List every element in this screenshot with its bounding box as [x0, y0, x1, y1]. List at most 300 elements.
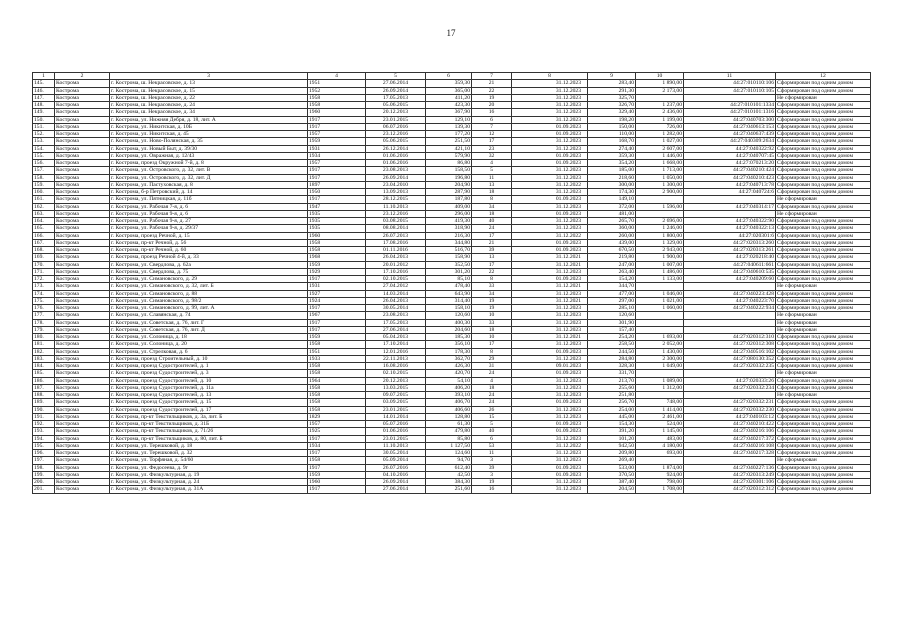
cell-floor-area: 296,00: [426, 210, 472, 217]
cell-city: Кострома: [55, 457, 110, 464]
cell-floor-area: 344,80: [426, 239, 472, 246]
cell-cadastral-number: 44:27:020313:249: [684, 471, 776, 478]
table-row: [33, 283, 871, 290]
cell-address: г. Кострома, ул. Никитская, д. 45: [110, 131, 308, 138]
cell-residents-count: 33: [472, 319, 512, 326]
cell-extra-area: 329,40: [588, 109, 636, 116]
cell-land-area: 2 173,00: [636, 87, 684, 94]
cell-city: Кострома: [55, 406, 110, 413]
cell-build-year: 1952: [308, 87, 366, 94]
cell-build-year: 1960: [308, 109, 366, 116]
cell-floor-area: 409,00: [426, 203, 472, 210]
cell-extra-area: 291,30: [588, 87, 636, 94]
cell-deadline-date: 31.12.2023: [512, 174, 588, 181]
cell-deadline-date: 31.12.2023: [512, 203, 588, 210]
cell-cadastral-number: 44:27:040227:136: [684, 464, 776, 471]
cell-city: Кострома: [55, 464, 110, 471]
cell-address: г. Кострома, ул. Физкультурная, д. 24: [110, 479, 308, 486]
cell-deadline-date: 31.12.2023: [512, 341, 588, 348]
cell-land-status: Сформирован под одним домом: [776, 297, 871, 304]
column-header-11: 11: [684, 73, 776, 80]
cell-extra-area: 284,80: [588, 355, 636, 362]
cell-land-status: Не сформирован: [776, 370, 871, 377]
cell-deadline-date: 01.09.2023: [512, 131, 588, 138]
cell-build-year: 1935: [308, 210, 366, 217]
cell-address: г. Кострома, проезд Судостроителей, д. 3: [110, 370, 308, 377]
table-row: [33, 152, 871, 159]
cell-row-number: 146.: [33, 87, 55, 94]
cell-city: Кострома: [55, 196, 110, 203]
cell-cadastral-number: 44:27:040713:78: [684, 181, 776, 188]
cell-residents-count: 16: [472, 109, 512, 116]
cell-cadastral-number: 44:27:020312:312: [684, 486, 776, 493]
cell-address: г. Кострома, пр-кт Речной, д. 56: [110, 239, 308, 246]
cell-decision-date: 13.09.2013: [366, 189, 426, 196]
cell-residents-count: 21: [472, 80, 512, 87]
cell-land-area: 1 021,00: [636, 297, 684, 304]
cell-row-number: 180.: [33, 334, 55, 341]
cell-deadline-date: 09.01.2023: [512, 363, 588, 370]
cell-city: Кострома: [55, 232, 110, 239]
column-header-6: 6: [426, 73, 472, 80]
cell-residents-count: 4: [472, 377, 512, 384]
cell-land-area: 1 414,00: [636, 406, 684, 413]
column-header-3: 3: [110, 73, 308, 80]
cell-city: Кострома: [55, 116, 110, 123]
cell-land-area: 1 329,00: [636, 239, 684, 246]
cell-floor-area: 393,10: [426, 392, 472, 399]
cell-residents-count: 39: [472, 464, 512, 471]
cell-city: Кострома: [55, 334, 110, 341]
cell-extra-area: 354,20: [588, 160, 636, 167]
table-row: [33, 160, 871, 167]
cell-floor-area: 406,20: [426, 384, 472, 391]
cell-city: Кострома: [55, 355, 110, 362]
cell-floor-area: 185,30: [426, 334, 472, 341]
cell-residents-count: 19: [472, 479, 512, 486]
cell-land-status: Сформирован под одним домом: [776, 450, 871, 457]
cell-cadastral-number: 44:27:040210:422: [684, 421, 776, 428]
cell-extra-area: 168,70: [588, 138, 636, 145]
cell-row-number: 165.: [33, 225, 55, 232]
cell-build-year: 1917: [308, 196, 366, 203]
cell-row-number: 194.: [33, 435, 55, 442]
cell-floor-area: 406,70: [426, 399, 472, 406]
cell-build-year: 1958: [308, 247, 366, 254]
table-row: [33, 167, 871, 174]
cell-row-number: 182.: [33, 348, 55, 355]
cell-city: Кострома: [55, 261, 110, 268]
cell-deadline-date: 01.09.2023: [512, 276, 588, 283]
cell-address: г. Кострома, б-р Петровский, д. 14: [110, 189, 308, 196]
cell-extra-area: 150,00: [588, 123, 636, 130]
cell-extra-area: 670,50: [588, 247, 636, 254]
cell-floor-area: 178,30: [426, 348, 472, 355]
cell-decision-date: 23.08.2013: [366, 312, 426, 319]
cell-cadastral-number: 44:27:040309:2634: [684, 138, 776, 145]
cell-deadline-date: 31.12.2023: [512, 145, 588, 152]
cell-city: Кострома: [55, 102, 110, 109]
cell-floor-area: 478,40: [426, 283, 472, 290]
cell-address: г. Кострома, проезд Окружной 7-й, д. 8: [110, 160, 308, 167]
cell-land-area: 1 007,00: [636, 261, 684, 268]
column-header-8: 8: [512, 73, 588, 80]
cell-decision-date: 08.08.2014: [366, 225, 426, 232]
cell-build-year: 1968: [308, 254, 366, 261]
cell-residents-count: 40: [472, 428, 512, 435]
cell-cadastral-number: [684, 196, 776, 203]
cell-build-year: 1950: [308, 189, 366, 196]
cell-address: г. Кострома, ул. Стрелковая, д. 6: [110, 348, 308, 355]
cell-row-number: 156.: [33, 160, 55, 167]
cell-address: г. Кострома, ул. Пятницкая, д. 11б: [110, 196, 308, 203]
table-row: [33, 392, 871, 399]
cell-row-number: 159.: [33, 181, 55, 188]
cell-address: г. Кострома, проезд Речной 4-й, д. 33: [110, 254, 308, 261]
cell-decision-date: 01.06.2016: [366, 428, 426, 435]
cell-row-number: 158.: [33, 174, 55, 181]
cell-address: г. Кострома, ул. Федосеева, д. 9г: [110, 464, 308, 471]
table-row: [33, 305, 871, 312]
cell-residents-count: 19: [472, 305, 512, 312]
cell-address: г. Кострома, ул. Славянская, д. 74: [110, 312, 308, 319]
cell-city: Кострома: [55, 123, 110, 130]
cell-deadline-date: 31.12.2023: [512, 116, 588, 123]
cell-decision-date: 17.10.2016: [366, 268, 426, 275]
cell-extra-area: 254,00: [588, 406, 636, 413]
cell-decision-date: 30.05.2014: [366, 450, 426, 457]
cell-residents-count: 5: [472, 421, 512, 428]
cell-extra-area: 185,00: [588, 167, 636, 174]
cell-land-area: [636, 457, 684, 464]
cell-build-year: 1917: [308, 486, 366, 493]
cell-land-status: Сформирован под одним домом: [776, 203, 871, 210]
cell-row-number: 187.: [33, 384, 55, 391]
cell-address: г. Кострома, ул. Советская, д. 76, лит. Г: [110, 319, 308, 326]
cell-address: г. Кострома, ул. Никитская, д. 10Б: [110, 123, 308, 130]
cell-extra-area: 326,70: [588, 102, 636, 109]
cell-land-status: Сформирован под одним домом: [776, 399, 871, 406]
cell-address: г. Кострома, ш. Некрасовское, д. 34: [110, 109, 308, 116]
cell-extra-area: 439,00: [588, 239, 636, 246]
cell-row-number: 163.: [33, 210, 55, 217]
cell-cadastral-number: [684, 94, 776, 101]
cell-row-number: 201.: [33, 486, 55, 493]
cell-land-status: Сформирован под одним домом: [776, 428, 871, 435]
cell-floor-area: 94,70: [426, 457, 472, 464]
cell-land-status: Сформирован под одним домом: [776, 377, 871, 384]
cell-land-area: 726,00: [636, 123, 684, 130]
cell-floor-area: 61,30: [426, 421, 472, 428]
cell-build-year: 1917: [308, 116, 366, 123]
cell-decision-date: 23.12.2016: [366, 210, 426, 217]
cell-build-year: 1958: [308, 370, 366, 377]
cell-residents-count: 31: [472, 363, 512, 370]
cell-row-number: 147.: [33, 94, 55, 101]
cell-cadastral-number: 44:27:010110:105: [684, 87, 776, 94]
cell-city: Кострома: [55, 312, 110, 319]
cell-city: Кострома: [55, 341, 110, 348]
cell-residents-count: 6: [472, 435, 512, 442]
cell-build-year: 1935: [308, 225, 366, 232]
cell-decision-date: 20.01.2012: [366, 261, 426, 268]
cell-land-area: 1 050,00: [636, 174, 684, 181]
cell-address: г. Кострома, ул. Симановского, д. 99, лит. А: [110, 305, 308, 312]
cell-deadline-date: 31.12.2023: [512, 102, 588, 109]
cell-floor-area: 124,60: [426, 450, 472, 457]
cell-decision-date: 17.05.2013: [366, 319, 426, 326]
cell-row-number: 169.: [33, 254, 55, 261]
cell-city: Кострома: [55, 479, 110, 486]
cell-cadastral-number: 44:27:020313:261: [684, 247, 776, 254]
cell-address: г. Кострома, ул. Пастуховская, д. 8: [110, 181, 308, 188]
cell-land-area: 2 052,00: [636, 341, 684, 348]
cell-land-status: Сформирован под одним домом: [776, 232, 871, 239]
cell-floor-area: 1 127,50: [426, 442, 472, 449]
cell-build-year: 1927: [308, 290, 366, 297]
cell-row-number: 172.: [33, 276, 55, 283]
cell-row-number: 170.: [33, 261, 55, 268]
cell-decision-date: 27.04.2012: [366, 283, 426, 290]
cell-address: г. Кострома, ул. Нижняя Дебря, д. 18, лит. А: [110, 116, 308, 123]
cell-city: Кострома: [55, 471, 110, 478]
cell-row-number: 200.: [33, 479, 55, 486]
cell-row-number: 153.: [33, 138, 55, 145]
table-row: [33, 319, 871, 326]
cell-land-status: Сформирован под одним домом: [776, 384, 871, 391]
cell-cadastral-number: [684, 370, 776, 377]
cell-deadline-date: 31.12.2023: [512, 109, 588, 116]
cell-city: Кострома: [55, 160, 110, 167]
cell-floor-area: 251,60: [426, 486, 472, 493]
cell-decision-date: 05.06.2015: [366, 138, 426, 145]
cell-floor-area: 251,50: [426, 138, 472, 145]
cell-floor-area: 367,90: [426, 109, 472, 116]
cell-residents-count: 11: [472, 450, 512, 457]
cell-floor-area: 158,50: [426, 167, 472, 174]
cell-decision-date: 03.08.2015: [366, 218, 426, 225]
cell-land-status: Не сформирован: [776, 326, 871, 333]
cell-decision-date: 26.09.2014: [366, 87, 426, 94]
cell-extra-area: 297,00: [588, 297, 636, 304]
cell-residents-count: 40: [472, 218, 512, 225]
cell-city: Кострома: [55, 283, 110, 290]
table-body: [33, 80, 871, 493]
cell-address: г. Кострома, ул. Симановского, д. 29: [110, 276, 308, 283]
cell-land-area: 748,00: [636, 399, 684, 406]
cell-address: г. Кострома, ул. Островского, д. 32, лит. В: [110, 167, 308, 174]
table-row: [33, 268, 871, 275]
cell-extra-area: 213,70: [588, 377, 636, 384]
cell-extra-area: 391,20: [588, 428, 636, 435]
cell-residents-count: 21: [472, 239, 512, 246]
cell-extra-area: 254,20: [588, 334, 636, 341]
cell-land-area: 1 713,00: [636, 167, 684, 174]
table-header: [33, 73, 871, 80]
cell-land-area: 1 890,00: [636, 80, 684, 87]
table-row: [33, 109, 871, 116]
cell-cadastral-number: 44:27:040703:300: [684, 116, 776, 123]
cell-city: Кострома: [55, 384, 110, 391]
table-row: [33, 290, 871, 297]
cell-land-area: 2 607,00: [636, 145, 684, 152]
cell-floor-area: 420,70: [426, 370, 472, 377]
cell-extra-area: 260,00: [588, 232, 636, 239]
cell-residents-count: 12: [472, 131, 512, 138]
cell-cadastral-number: 44:27:020301:6: [684, 232, 776, 239]
cell-build-year: 1960: [308, 479, 366, 486]
cell-address: г. Кострома, ул. Советская, д. 76, лит. Д: [110, 326, 308, 333]
registry-table: [32, 72, 871, 494]
cell-land-status: Сформирован под одним домом: [776, 305, 871, 312]
cell-decision-date: 23.08.2013: [366, 167, 426, 174]
cell-address: г. Кострома, пр-кт Текстильщиков, д. 3а, лит. Б: [110, 413, 308, 420]
cell-build-year: 1958: [308, 457, 366, 464]
cell-floor-area: 158,90: [426, 254, 472, 261]
cell-land-area: 1 668,00: [636, 160, 684, 167]
cell-land-status: Сформирован под одним домом: [776, 102, 871, 109]
cell-build-year: 1958: [308, 239, 366, 246]
cell-city: Кострома: [55, 218, 110, 225]
cell-deadline-date: 31.12.2023: [512, 435, 588, 442]
cell-build-year: 1957: [308, 131, 366, 138]
cell-residents-count: 17: [472, 232, 512, 239]
table-row: [33, 370, 871, 377]
table-row: [33, 450, 871, 457]
cell-land-area: 924,00: [636, 471, 684, 478]
cell-floor-area: 139,30: [426, 123, 472, 130]
cell-decision-date: 23.01.2015: [366, 406, 426, 413]
cell-decision-date: 05.06.2015: [366, 102, 426, 109]
cell-land-area: 1 246,00: [636, 225, 684, 232]
table-row: [33, 174, 871, 181]
cell-decision-date: 28.12.2015: [366, 196, 426, 203]
cell-address: г. Кострома, ул. Физкультурная, д. 19: [110, 471, 308, 478]
cell-floor-area: 411,20: [426, 94, 472, 101]
cell-build-year: 1958: [308, 406, 366, 413]
cell-city: Кострома: [55, 239, 110, 246]
cell-land-area: 1 199,00: [636, 116, 684, 123]
cell-decision-date: 26.09.2014: [366, 479, 426, 486]
table-row: [33, 196, 871, 203]
cell-row-number: 181.: [33, 341, 55, 348]
cell-decision-date: 17.05.2013: [366, 94, 426, 101]
cell-deadline-date: 31.12.2023: [512, 486, 588, 493]
table-row: [33, 225, 871, 232]
cell-floor-area: 314,40: [426, 297, 472, 304]
cell-residents-count: 8: [472, 276, 512, 283]
cell-deadline-date: 31.12.2023: [512, 218, 588, 225]
cell-residents-count: 22: [472, 268, 512, 275]
cell-address: г. Кострома, ул. Симановского, д. 98/2: [110, 297, 308, 304]
cell-city: Кострома: [55, 94, 110, 101]
cell-cadastral-number: 44:27:070213:20: [684, 160, 776, 167]
cell-extra-area: 247,00: [588, 261, 636, 268]
cell-deadline-date: 31.12.2023: [512, 305, 588, 312]
cell-address: г. Кострома, проезд Судостроителей, д. 1: [110, 363, 308, 370]
cell-decision-date: 26.12.2014: [366, 145, 426, 152]
cell-floor-area: 579,90: [426, 152, 472, 159]
cell-build-year: 1958: [308, 363, 366, 370]
cell-deadline-date: 31.12.2023: [512, 138, 588, 145]
cell-deadline-date: 31.12.2023: [512, 319, 588, 326]
cell-floor-area: 419,30: [426, 218, 472, 225]
cell-decision-date: 20.12.2013: [366, 109, 426, 116]
cell-deadline-date: 01.09.2023: [512, 196, 588, 203]
cell-cadastral-number: 44:27:020218:40: [684, 254, 776, 261]
cell-floor-area: 423,30: [426, 102, 472, 109]
cell-land-area: 1 089,00: [636, 377, 684, 384]
cell-cadastral-number: 44:27:040610:535: [684, 268, 776, 275]
cell-cadastral-number: [684, 326, 776, 333]
cell-deadline-date: 31.12.2023: [512, 384, 588, 391]
cell-city: Кострома: [55, 421, 110, 428]
table-row: [33, 442, 871, 449]
cell-row-number: 157.: [33, 167, 55, 174]
cell-address: г. Кострома, ш. Некрасовское, д. 22: [110, 94, 308, 101]
cell-address: г. Кострома, пр-кт Текстильщиков, д. 71/26: [110, 428, 308, 435]
cell-deadline-date: 31.12.2023: [512, 406, 588, 413]
cell-decision-date: 05.09.2014: [366, 457, 426, 464]
cell-extra-area: 269,40: [588, 457, 636, 464]
cell-decision-date: 12.01.2016: [366, 348, 426, 355]
cell-land-area: 1 693,00: [636, 334, 684, 341]
cell-row-number: 178.: [33, 319, 55, 326]
cell-city: Кострома: [55, 268, 110, 275]
cell-residents-count: 34: [472, 290, 512, 297]
cell-row-number: 161.: [33, 196, 55, 203]
cell-residents-count: 24: [472, 392, 512, 399]
cell-land-status: Сформирован под одним домом: [776, 138, 871, 145]
table-row: [33, 138, 871, 145]
cell-land-area: 2 900,00: [636, 189, 684, 196]
cell-address: г. Кострома, проезд Судостроителей, д. 15: [110, 399, 308, 406]
cell-decision-date: 01.11.2016: [366, 247, 426, 254]
cell-cadastral-number: 44:27:010101:1334: [684, 102, 776, 109]
cell-row-number: 151.: [33, 123, 55, 130]
cell-decision-date: 05.04.2013: [366, 334, 426, 341]
table-row: [33, 363, 871, 370]
cell-land-area: [636, 370, 684, 377]
column-header-2: 2: [55, 73, 110, 80]
cell-cadastral-number: 44:27:040223:428: [684, 290, 776, 297]
cell-row-number: 145.: [33, 80, 55, 87]
cell-residents-count: 3: [472, 471, 512, 478]
cell-address: г. Кострома, ул. Островского, д. 32, лит. Д: [110, 174, 308, 181]
cell-floor-area: 187,80: [426, 196, 472, 203]
cell-address: г. Кострома, ул. Рабочая 9-я, д. 6: [110, 210, 308, 217]
cell-extra-area: 263,40: [588, 268, 636, 275]
cell-cadastral-number: [684, 312, 776, 319]
cell-land-area: [636, 392, 684, 399]
cell-residents-count: 39: [472, 247, 512, 254]
cell-land-status: Сформирован под одним домом: [776, 421, 871, 428]
cell-extra-area: 274,40: [588, 145, 636, 152]
cell-land-area: 1 046,00: [636, 290, 684, 297]
cell-residents-count: 18: [472, 384, 512, 391]
cell-cadastral-number: 44:27:040210:424: [684, 167, 776, 174]
cell-land-status: Сформирован под одним домом: [776, 167, 871, 174]
cell-city: Кострома: [55, 138, 110, 145]
cell-extra-area: 198,20: [588, 116, 636, 123]
cell-city: Кострома: [55, 363, 110, 370]
cell-cadastral-number: 44:27:020312:308: [684, 341, 776, 348]
cell-build-year: 1947: [308, 203, 366, 210]
cell-city: Кострома: [55, 189, 110, 196]
cell-land-status: Не сформирован: [776, 210, 871, 217]
cell-land-status: Сформирован под одним домом: [776, 116, 871, 123]
cell-residents-count: 17: [472, 138, 512, 145]
